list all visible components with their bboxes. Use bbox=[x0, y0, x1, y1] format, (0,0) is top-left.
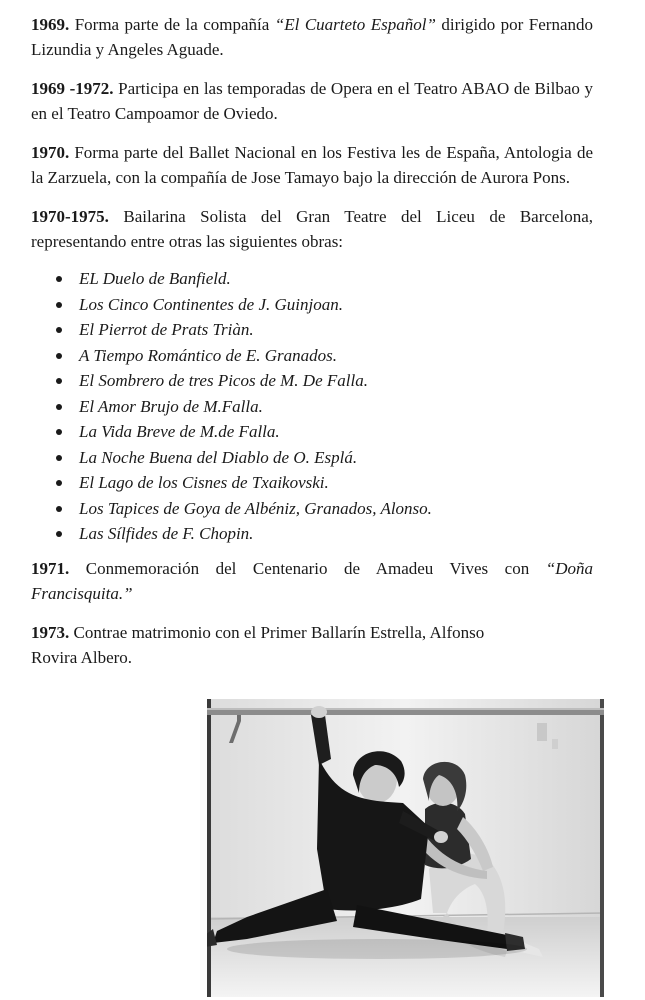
dancers-photo bbox=[207, 699, 604, 997]
entry-1971 bbox=[31, 556, 593, 606]
entry-text: Conmemoración del Centenario de Amadeu Vives con bbox=[69, 558, 546, 578]
entry-text: Forma parte del Ballet Nacional en los Festiva les de España, Antologia de la Zarzuela, con la compañía de Jose Tamayo bajo la dirección de Aurora Pons. bbox=[31, 143, 593, 187]
entry-text: Forma parte de la compañía bbox=[69, 15, 275, 34]
entry-text: dirigido por Fernando Lizundia y Angeles Aguade. bbox=[31, 15, 594, 59]
entry-1973 bbox=[31, 620, 593, 670]
entry-text: Contrae matrimonio con el Primer Ballarín Estrella, Alfonso bbox=[69, 622, 485, 642]
entry-year: 1970-1975. bbox=[31, 207, 109, 226]
list-item: El Pierrot de Prats Triàn. bbox=[31, 317, 593, 343]
list-item: El Sombrero de tres Picos de M. De Falla. bbox=[31, 368, 593, 394]
list-item: A Tiempo Romántico de E. Granados. bbox=[31, 343, 593, 369]
biography-text bbox=[31, 12, 593, 684]
entry-1969 bbox=[31, 12, 593, 62]
list-item: El Amor Brujo de M.Falla. bbox=[31, 394, 593, 420]
list-item: Las Sílfides de F. Chopin. bbox=[31, 521, 593, 547]
entry-year: 1969 -1972. bbox=[31, 79, 114, 98]
entry-text: Participa en las temporadas de Opera en el Teatro ABAO de Bilbao y en el Teatro Campoamor de Oviedo. bbox=[31, 79, 593, 123]
list-item: La Noche Buena del Diablo de O. Esplá. bbox=[31, 445, 593, 471]
list-item: Los Cinco Continentes de J. Guinjoan. bbox=[31, 292, 593, 318]
list-item: El Lago de los Cisnes de Txaikovski. bbox=[31, 470, 593, 496]
entry-year: 1969. bbox=[31, 15, 70, 34]
entry-year: 1973. bbox=[31, 622, 70, 642]
list-item: La Vida Breve de M.de Falla. bbox=[31, 419, 593, 445]
entry-1970-1975 bbox=[31, 204, 593, 254]
entry-1970 bbox=[31, 140, 593, 190]
entry-1969-1972 bbox=[31, 76, 593, 126]
works-list bbox=[31, 266, 593, 547]
entry-year: 1971. bbox=[31, 558, 70, 578]
list-item: EL Duelo de Banfield. bbox=[31, 266, 593, 292]
dancers-photo-image bbox=[207, 699, 604, 997]
entry-year: 1970. bbox=[31, 143, 70, 162]
entry-text: Rovira Albero. bbox=[31, 647, 133, 667]
entry-text: Bailarina Solista del Gran Teatre del Liceu de Barcelona, representando entre otras las siguientes obras: bbox=[31, 207, 593, 251]
entry-italic-text: “Doña Francisquita.” bbox=[31, 558, 593, 603]
entry-italic-text: “El Cuarteto Español” bbox=[274, 15, 436, 34]
list-item: Los Tapices de Goya de Albéniz, Granados, Alonso. bbox=[31, 496, 593, 522]
